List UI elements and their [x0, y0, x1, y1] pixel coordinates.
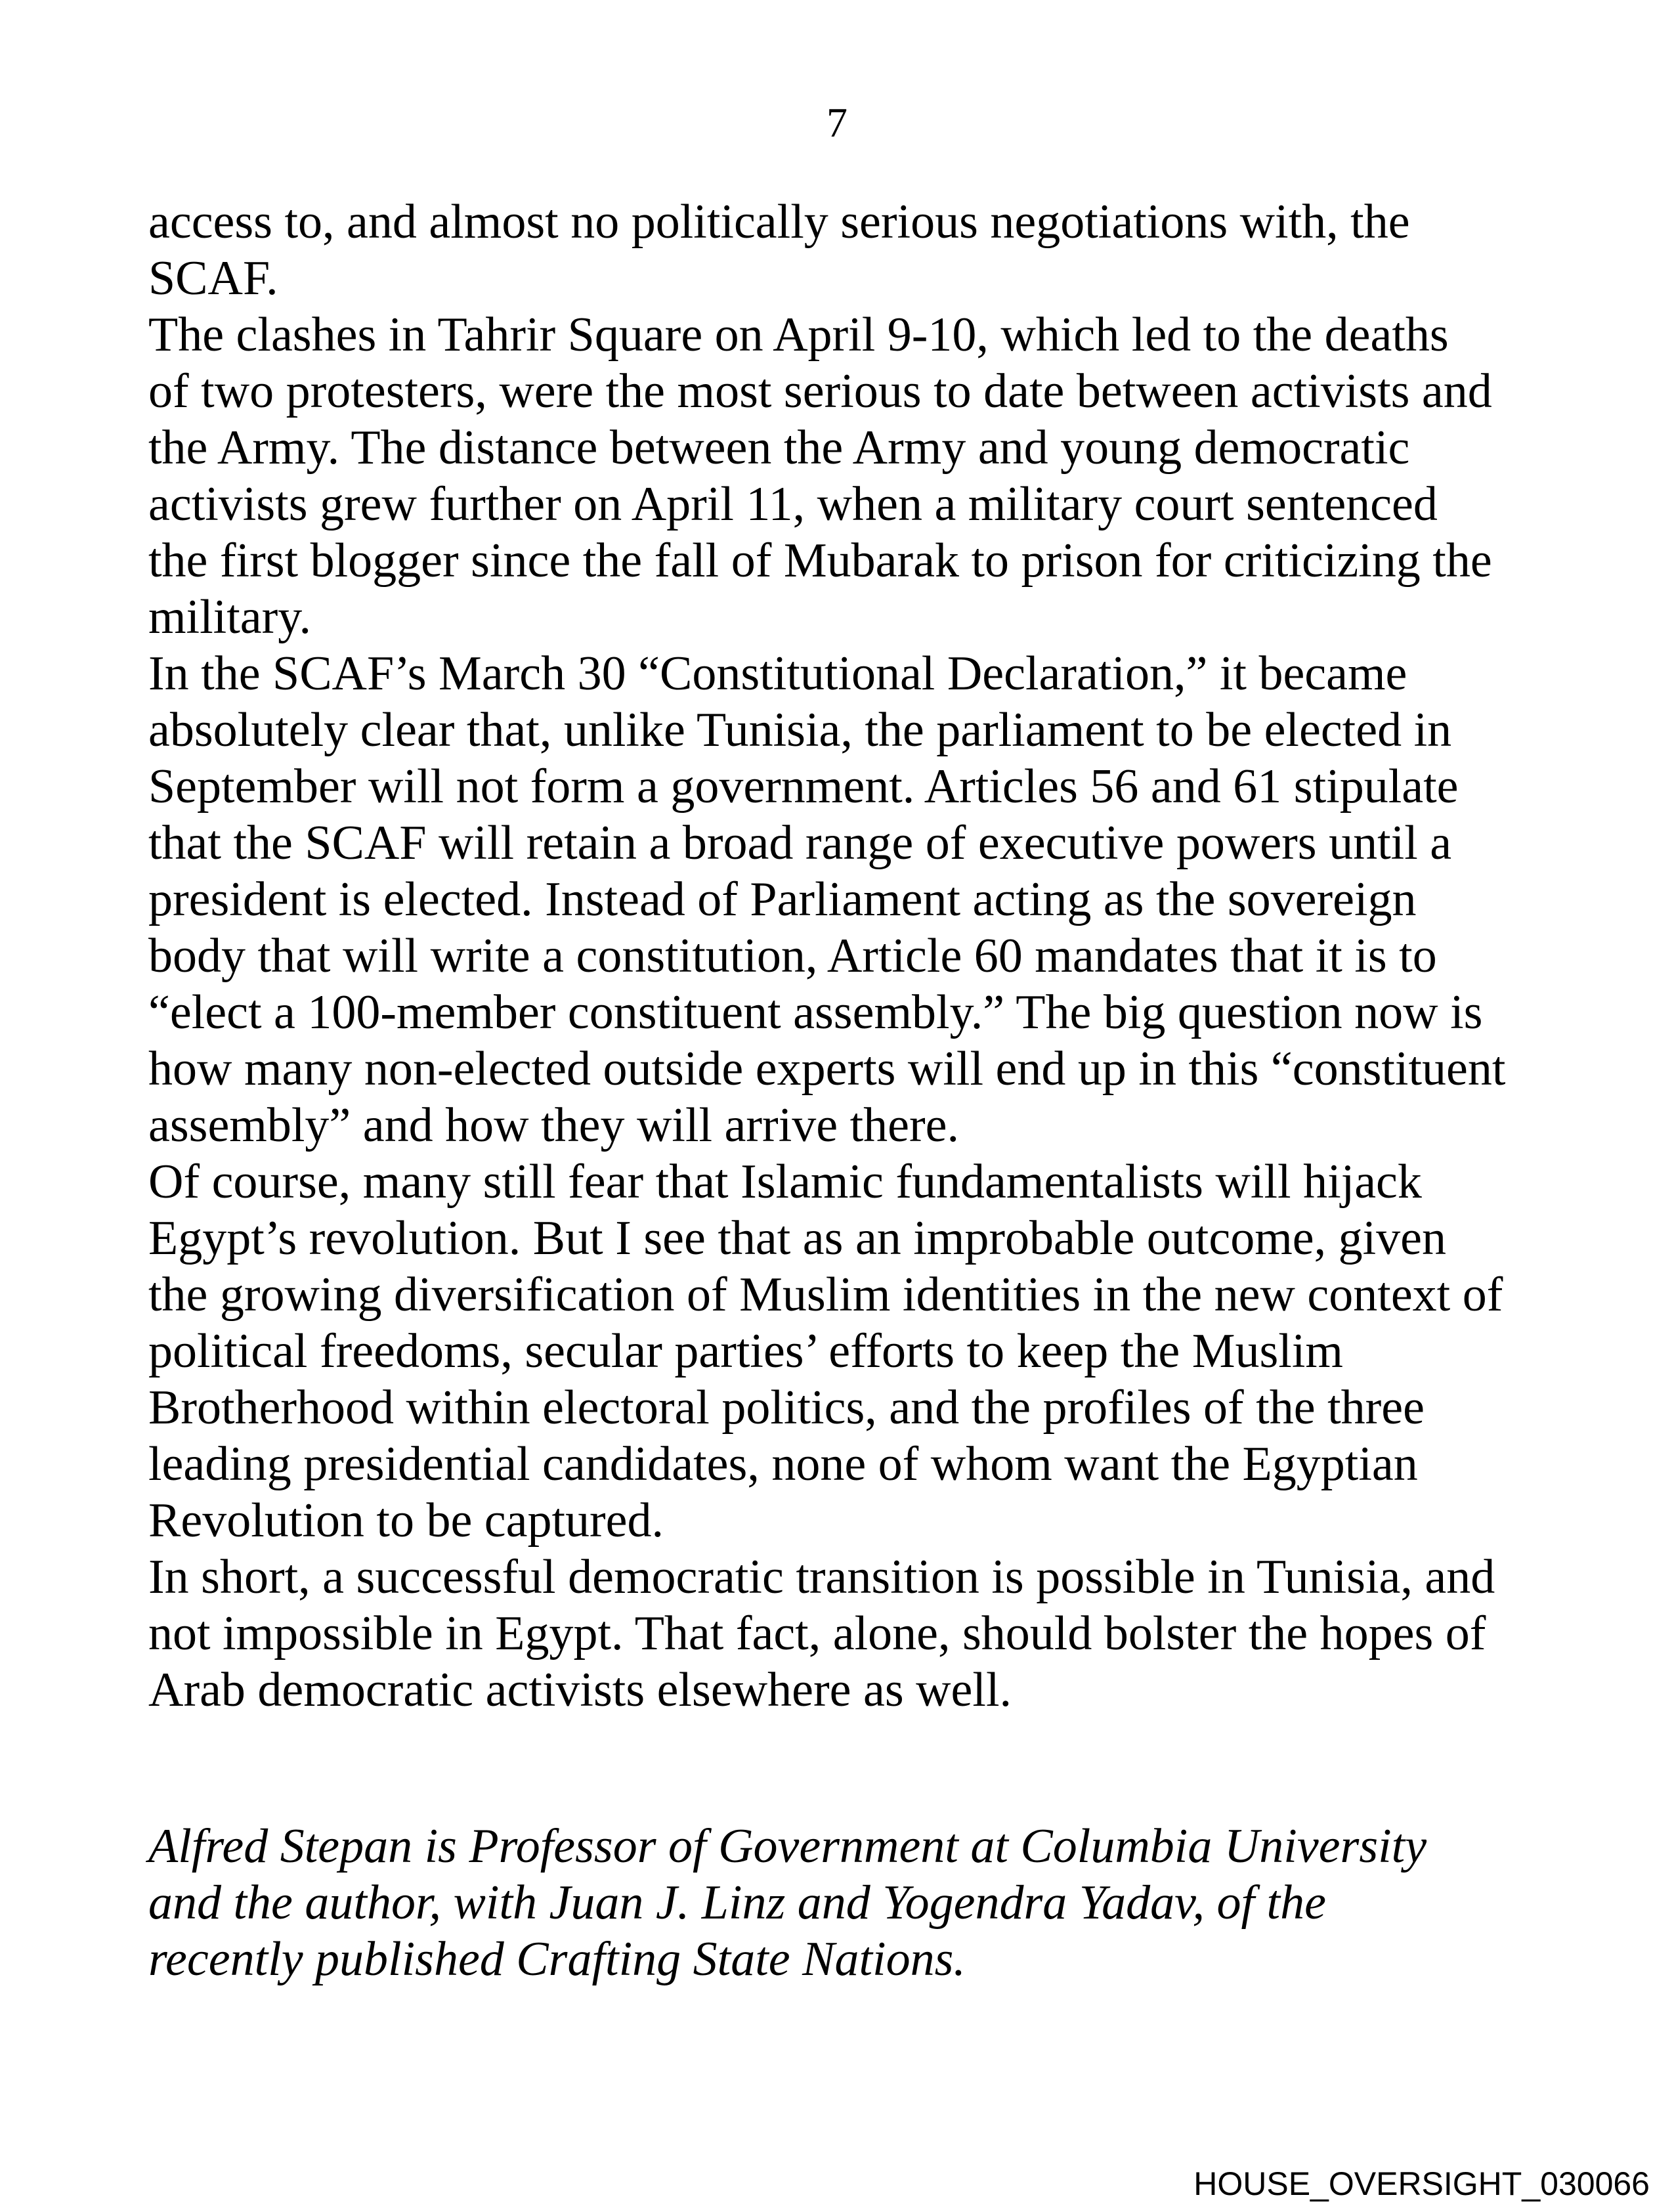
paragraph-4 — [148, 1154, 1579, 1549]
author-bio — [148, 1818, 1579, 1987]
text-line: and the author, with Juan J. Linz and Yogendra Yadav, of the — [148, 1876, 1326, 1930]
paragraph-2 — [148, 307, 1579, 645]
text-line: assembly” and how they will arrive there. — [148, 1098, 959, 1152]
text-line: political freedoms, secular parties’ efforts to keep the Muslim — [148, 1324, 1343, 1378]
text-line: “elect a 100-member constituent assembly.” The big question now is — [148, 986, 1483, 1039]
text-line: body that will write a constitution, Article 60 mandates that it is to — [148, 929, 1437, 983]
text-line: In short, a successful democratic transition is possible in Tunisia, and — [148, 1550, 1495, 1604]
paragraph-3 — [148, 645, 1579, 1154]
page-number: 7 — [826, 99, 848, 146]
text-line: of two protesters, were the most serious to date between activists and — [148, 364, 1492, 418]
document-body — [148, 194, 1579, 1718]
text-line: Brotherhood within electoral politics, and the profiles of the three — [148, 1381, 1425, 1435]
text-line: The clashes in Tahrir Square on April 9-10, which led to the deaths — [148, 308, 1449, 362]
paragraph-1 — [148, 194, 1579, 307]
text-line: access to, and almost no politically serious negotiations with, the — [148, 195, 1410, 249]
text-line: how many non-elected outside experts will end up in this “constituent — [148, 1042, 1506, 1096]
text-line: not impossible in Egypt. That fact, alone, should bolster the hopes of — [148, 1607, 1486, 1660]
bates-stamp: HOUSE_OVERSIGHT_030066 — [1193, 2165, 1650, 2202]
text-line: the Army. The distance between the Army and young democratic — [148, 421, 1410, 475]
text-line: Arab democratic activists elsewhere as well. — [148, 1663, 1012, 1717]
text-line: Revolution to be captured. — [148, 1494, 664, 1548]
text-line: military. — [148, 590, 311, 644]
text-line: leading presidential candidates, none of whom want the Egyptian — [148, 1437, 1418, 1491]
text-line: recently published Crafting State Nations. — [148, 1932, 966, 1986]
text-line: activists grew further on April 11, when a military court sentenced — [148, 477, 1438, 531]
text-line: SCAF. — [148, 251, 278, 305]
text-line: Egypt’s revolution. But I see that as an improbable outcome, given — [148, 1211, 1447, 1265]
text-line: president is elected. Instead of Parliament acting as the sovereign — [148, 873, 1417, 926]
text-line: the growing diversification of Muslim identities in the new context of — [148, 1268, 1503, 1322]
text-line: absolutely clear that, unlike Tunisia, the parliament to be elected in — [148, 703, 1452, 757]
text-line: September will not form a government. Articles 56 and 61 stipulate — [148, 760, 1459, 813]
text-line: Of course, many still fear that Islamic fundamentalists will hijack — [148, 1155, 1422, 1209]
paragraph-5 — [148, 1549, 1579, 1718]
text-line: Alfred Stepan is Professor of Government at Columbia University — [148, 1819, 1427, 1873]
text-line: the first blogger since the fall of Mubarak to prison for criticizing the — [148, 534, 1492, 588]
text-line: In the SCAF’s March 30 “Constitutional Declaration,” it became — [148, 647, 1407, 701]
text-line: that the SCAF will retain a broad range of executive powers until a — [148, 816, 1452, 870]
